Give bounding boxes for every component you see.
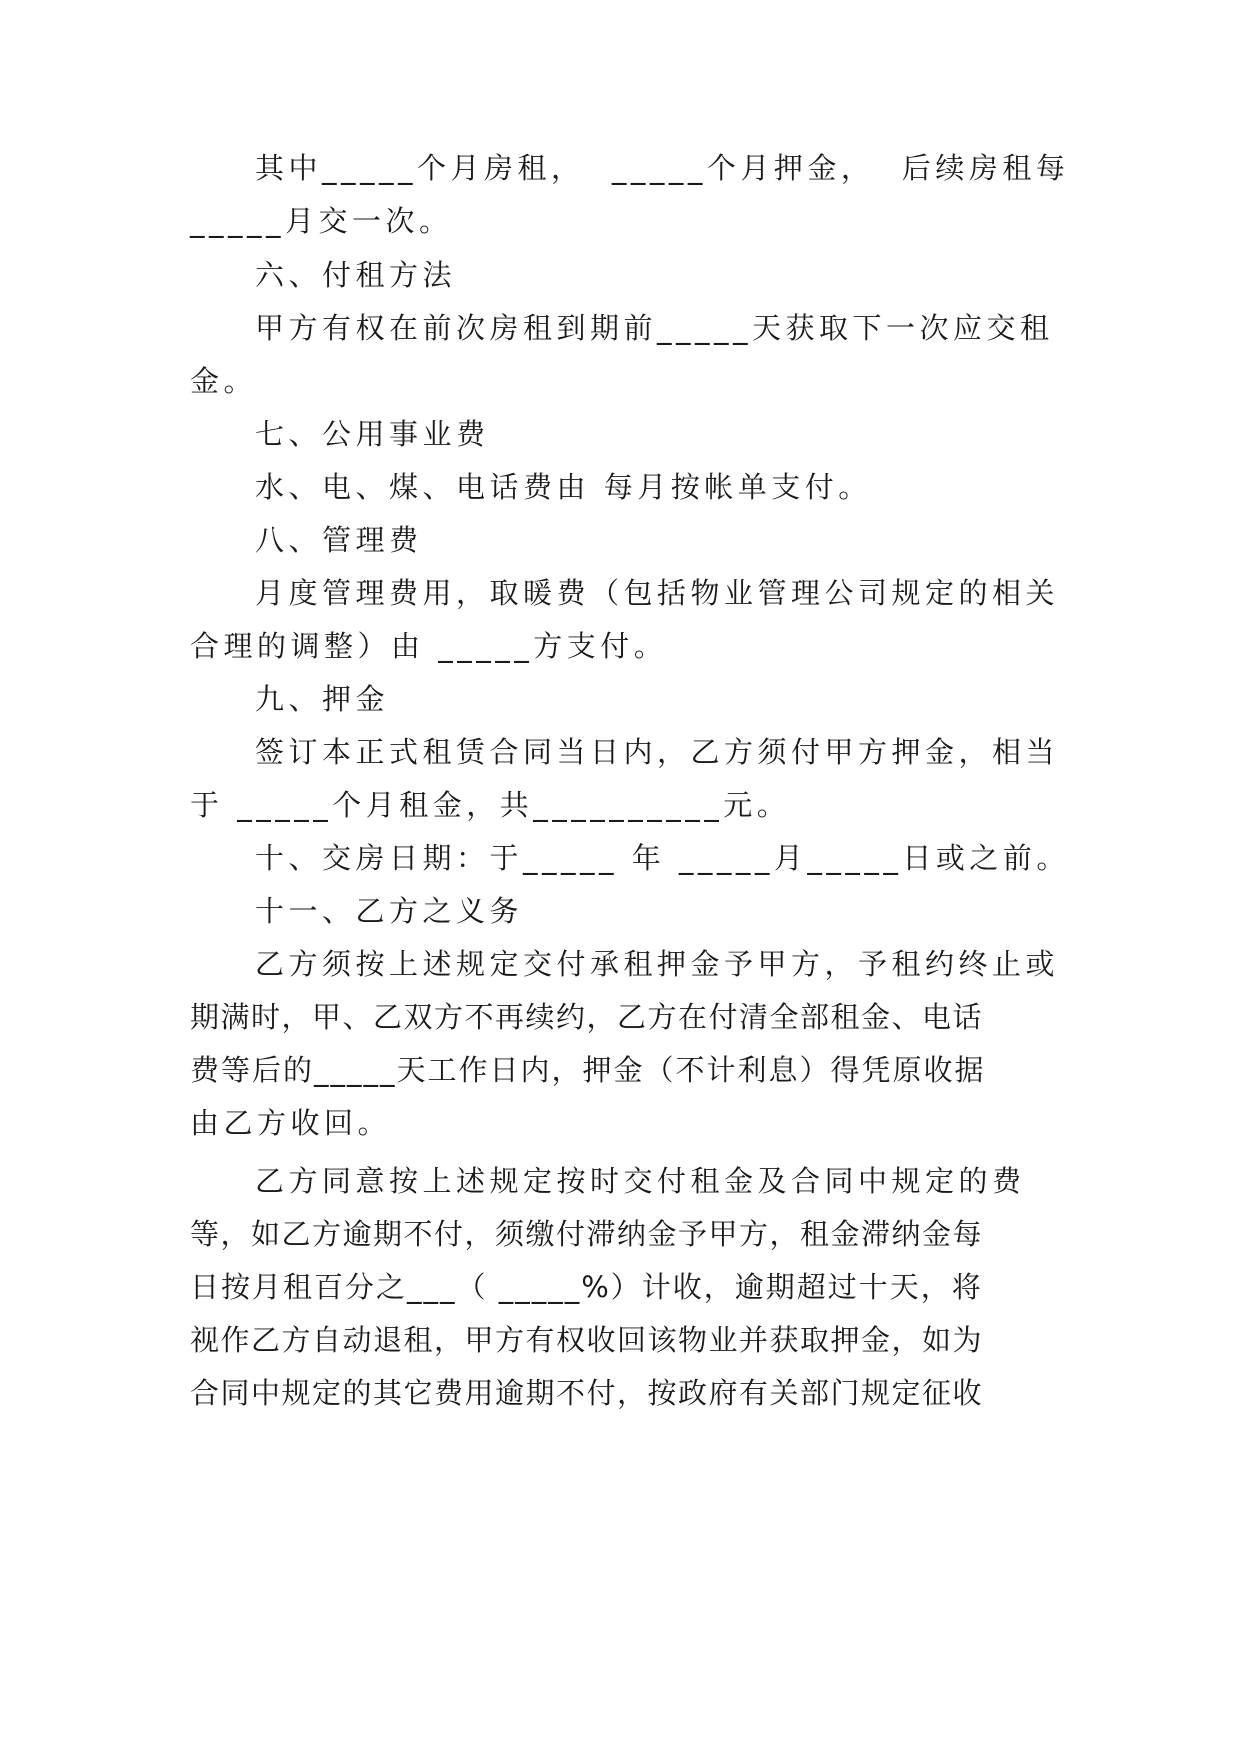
section-heading: 七、公用事业费 <box>255 417 490 451</box>
text-line: 于 _____个月租金，共__________元。 <box>190 788 791 822</box>
section-heading: 八、管理费 <box>255 523 423 557</box>
text-line: 等，如乙方逾期不付，须缴付滞纳金予甲方，租金滞纳金每 <box>190 1217 984 1251</box>
text-line: 金。 <box>190 364 258 398</box>
text-line: 费等后的_____天工作日内，押金（不计利息）得凭原收据 <box>190 1053 986 1087</box>
text-line: 甲方有权在前次房租到期前_____天获取下一次应交租 <box>255 311 1054 345</box>
section-heading: 十一、乙方之义务 <box>255 894 524 928</box>
text-line: 水、电、煤、电话费由 每月按帐单支付。 <box>255 470 872 504</box>
text-line: 合理的调整）由 _____方支付。 <box>190 629 668 663</box>
text-line: 其中_____个月房租， _____个月押金， 后续房租每 <box>255 151 1070 185</box>
text-line: 期满时，甲、乙双方不再续约，乙方在付清全部租金、电话 <box>190 1000 984 1034</box>
section-heading: 六、付租方法 <box>255 258 457 292</box>
section-heading: 九、押金 <box>255 682 390 716</box>
text-line: 月度管理费用，取暖费（包括物业管理公司规定的相关 <box>255 576 1060 610</box>
text-line: 签订本正式租赁合同当日内，乙方须付甲方押金，相当 <box>255 735 1060 769</box>
text-line: _____月交一次。 <box>190 204 453 238</box>
text-line: 乙方须按上述规定交付承租押金予甲方，予租约终止或 <box>255 947 1060 981</box>
section-heading: 十、交房日期：于_____ 年 _____月_____日或之前。 <box>255 841 1070 875</box>
text-line: 由乙方收回。 <box>190 1106 392 1140</box>
text-line: 视作乙方自动退租，甲方有权收回该物业并获取押金，如为 <box>190 1323 984 1357</box>
text-line: 合同中规定的其它费用逾期不付，按政府有关部门规定征收 <box>190 1376 984 1410</box>
text-line: 日按月租百分之___（ _____%）计收，逾期超过十天，将 <box>190 1270 983 1304</box>
text-line: 乙方同意按上述规定按时交付租金及合同中规定的费 <box>255 1164 1026 1198</box>
